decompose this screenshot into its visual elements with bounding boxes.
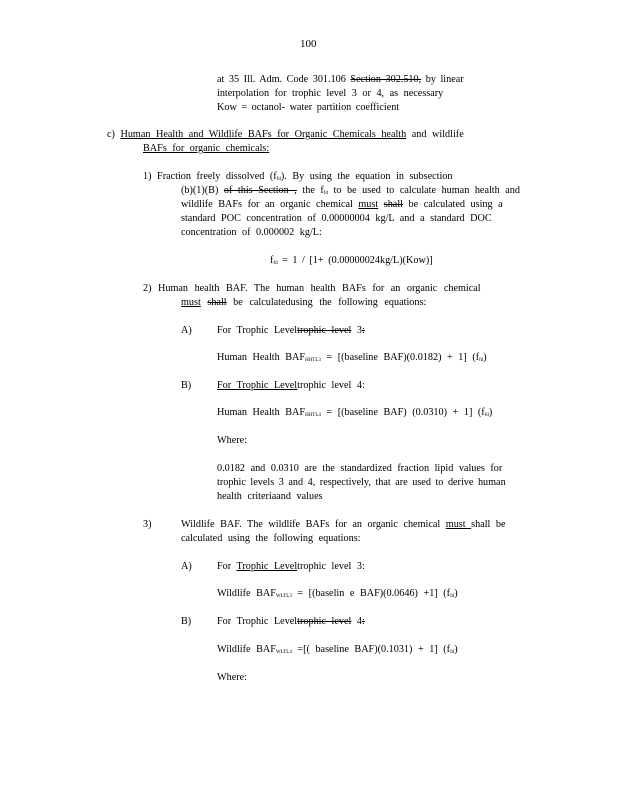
wl-tl4-equation: Wildlife BAFWLTL4 =[( baseline BAF)(0.1031) + 1] (ffd): [217, 644, 458, 655]
p1-line-1: 1) Fraction freely dissolved (ffd). By using the equation in subsection: [143, 171, 453, 182]
p2-note-3: health criteriaand values: [217, 491, 323, 502]
section-c-heading-cont: BAFs for organic chemicals:: [143, 143, 270, 154]
p3-line-1: Wildlife BAF. The wildlife BAFs for an organic chemical must shall be: [181, 519, 506, 530]
p1-line-3: wildlife BAFs for an organic chemical must shall be calculated using a: [181, 199, 503, 210]
p2-where: Where:: [217, 435, 247, 446]
section-c-heading: c) Human Health and Wildlife BAFs for Organic Chemicals health and wildlife: [107, 129, 464, 140]
p2-B-heading: For Trophic Leveltrophic level 4:: [217, 380, 365, 391]
p1-line-5: concentration of 0.000002 kg/L:: [181, 227, 322, 238]
p2-A-label: A): [181, 325, 192, 336]
p3-A-heading: For Trophic Leveltrophic level 3:: [217, 561, 365, 572]
wl-tl3-equation: Wildlife BAFWLTL3 = [(baselin e BAF)(0.0646) +1] (ffd): [217, 588, 458, 599]
hh-tl4-equation: Human Health BAFHHTL4 = [(baseline BAF) (0.0310) + 1] (ffd): [217, 407, 493, 418]
p3-A-label: A): [181, 561, 192, 572]
p2-note-2: trophic levels 3 and 4, respectively, that are used to derive human: [217, 477, 506, 488]
page-number: 100: [300, 38, 317, 50]
p3-line-2: calculated using the following equations:: [181, 533, 361, 544]
intro-line-2: interpolation for trophic level 3 or 4, as necessary: [217, 88, 444, 99]
p3-B-label: B): [181, 616, 192, 627]
intro-line-3: Kow = octanol- water partition coefficient: [217, 102, 400, 113]
p2-note-1: 0.0182 and 0.0310 are the standardized fraction lipid values for: [217, 463, 503, 474]
p2-B-label: B): [181, 380, 192, 391]
p3-B-heading: For Trophic Leveltrophic level 4:: [217, 616, 365, 627]
p2-line-1: 2) Human health BAF. The human health BAFs for an organic chemical: [143, 283, 481, 294]
p2-line-2: must shall be calculatedusing the following equations:: [181, 297, 427, 308]
p1-line-4: standard POC concentration of 0.00000004 kg/L and a standard DOC: [181, 213, 492, 224]
p3-label: 3): [143, 519, 152, 530]
p2-A-heading: For Trophic Leveltrophic level 3:: [217, 325, 365, 336]
intro-line-1: at 35 Ill. Adm. Code 301.106 Section 302.510, by linear: [217, 74, 464, 85]
hh-tl3-equation: Human Health BAFHHTL3 = [(baseline BAF)(0.0182) + 1] (ffd): [217, 352, 487, 363]
p1-line-2: (b)(1)(B) of this Section , the ffd to be used to calculate human health and: [181, 185, 520, 196]
ffd-equation: ffd = 1 / [1+ (0.00000024kg/L)(Kow)]: [270, 255, 433, 266]
p3-where: Where:: [217, 672, 247, 683]
